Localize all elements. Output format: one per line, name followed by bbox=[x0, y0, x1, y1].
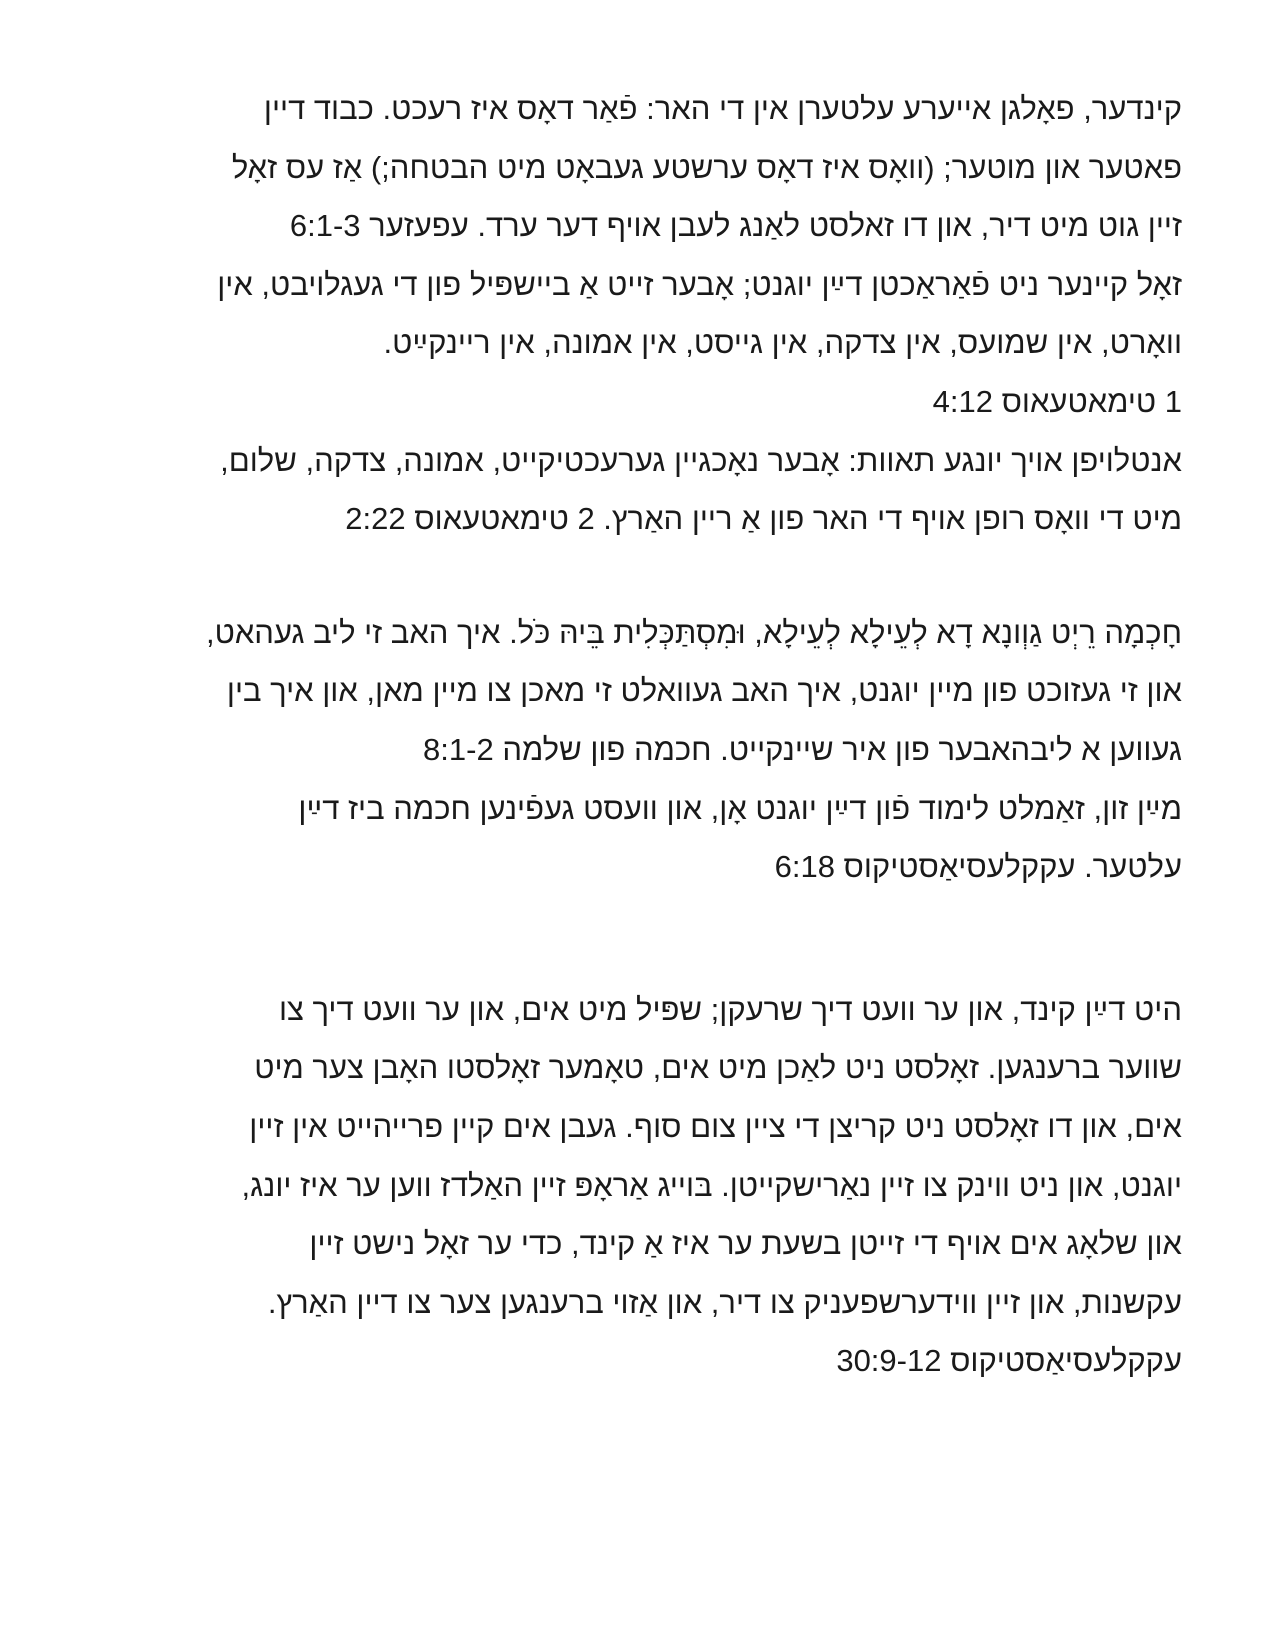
text-line: קינדער, פאָלגן אייערע עלטערן אין די האר: פֿאַר דאָס איז רעכט. כבוד דיין bbox=[263, 91, 1182, 126]
text-line: און שלאָג אים אויף די זייטן בשעת ער איז אַ קינד, כדי ער זאָל נישט זיין bbox=[309, 1226, 1182, 1262]
text-line: שווער ברענגען. זאָלסט ניט לאַכן מיט אים, טאָמער זאָלסטו האָבן צער מיט bbox=[254, 1050, 1182, 1086]
text-line: עקשנות, און זיין ווידערשפעניק צו דיר, און אַזוי ברענגען צער צו דיין האַרץ. bbox=[267, 1284, 1182, 1320]
text-line: וואָרט, אין שמועס, אין צדקה, אין גייסט, אין אמונה, אין ריינקײַט. bbox=[383, 325, 1182, 361]
text-line: זאָל קיינער ניט פֿאַראַכטן דײַן יוגנט; אָבער זייט אַ ביישפּיל פון די געגלויבט, אין bbox=[217, 266, 1182, 302]
text-line: געווען א ליבהאבער פון איר שיינקייט. חכמה פון שלמה 8:1-2 bbox=[423, 731, 1182, 767]
document-body bbox=[90, 80, 1182, 1391]
text-line: אנטלויפן אויך יונגע תאוות: אָבער נאָכגיין גערעכטיקייט, אמונה, צדקה, שלום, bbox=[220, 442, 1182, 478]
text-line: פאטער און מוטער; (וואָס איז דאָס ערשטע געבאָט מיט הבטחה;) אַז עס זאָל bbox=[231, 149, 1182, 185]
text-line: מיט די וואָס רופן אויף די האר פון אַ ריין האַרץ. 2 טימאטעאוס 2:22 bbox=[345, 501, 1182, 537]
text-line: עקקלעסיאַסטיקוס 30:9-12 bbox=[836, 1343, 1182, 1379]
text-line: יוגנט, און ניט ווינק צו זיין נאַרישקייטן. בּוייג אַראָפּ זיין האַלדז ווען ער איז יונג, bbox=[241, 1167, 1182, 1203]
text-line: אים, און דו זאָלסט ניט קריצן די ציין צום סוף. געבן אים קיין פרייהייט אין זיין bbox=[249, 1108, 1182, 1144]
paragraph-wisdom bbox=[90, 604, 1182, 897]
text-line: זיין גוט מיט דיר, און דו זאלסט לאַנג לעבן אויף דער ערד. עפעזער 6:1-3 bbox=[289, 208, 1182, 244]
text-line: מײַן זון, זאַמלט לימוד פֿון דײַן יוגנט אָן, און וועסט געפֿינען חכמה ביז דײַן bbox=[298, 790, 1182, 826]
paragraph-parent-honor bbox=[90, 80, 1182, 549]
paragraph-spacer bbox=[90, 897, 1182, 981]
text-line: היט דײַן קינד, און ער וועט דיך שרעקן; שפּיל מיט אים, און ער וועט דיך צו bbox=[278, 991, 1182, 1027]
text-line: חָכְמָה רֵיְט גַוְונָא דָא לְעֵילָא לְעֵילָא, וּמִסְתַּכְּלִית בֵּיהּ כֹּל. איך האב זי ליב געהאט, bbox=[205, 614, 1182, 650]
paragraph-child-discipline bbox=[90, 981, 1182, 1391]
text-line: עלטער. עקקלעסיאַסטיקוס 6:18 bbox=[774, 849, 1182, 885]
text-line: און זי געזוכט פון מיין יוגנט, איך האב געוואלט זי מאכן צו מיין מאן, און איך בין bbox=[226, 673, 1182, 709]
text-line: 1 טימאטעאוס 4:12 bbox=[932, 383, 1182, 419]
paragraph-spacer bbox=[90, 549, 1182, 604]
